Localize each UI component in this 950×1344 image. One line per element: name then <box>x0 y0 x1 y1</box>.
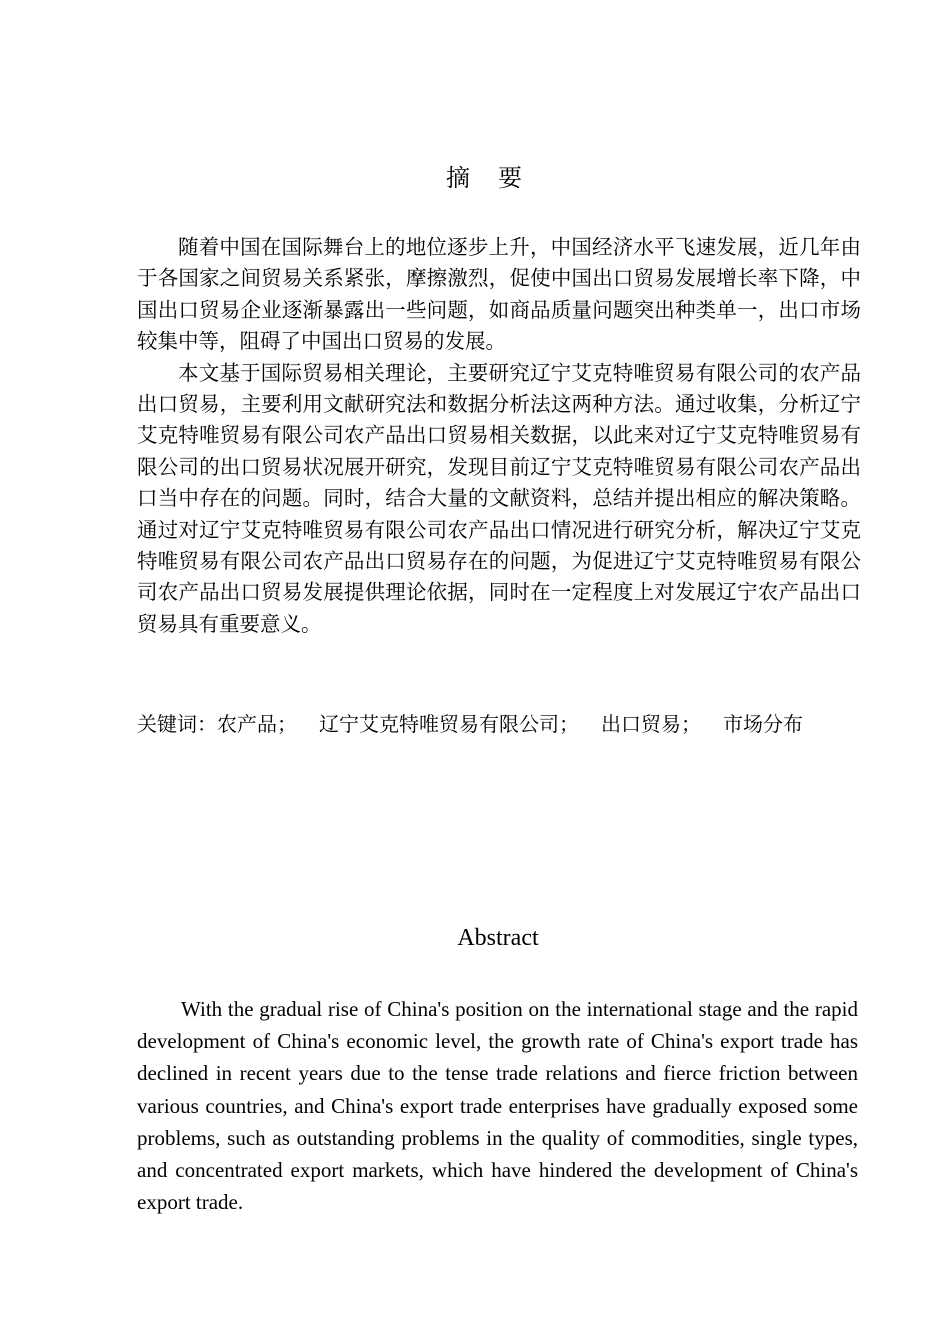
english-abstract-body <box>137 993 858 1218</box>
keyword-item: 出口贸易； <box>601 712 701 736</box>
keywords-label: 关键词： <box>137 712 217 736</box>
chinese-abstract-body <box>137 232 861 640</box>
chinese-abstract-paragraph-1: 随着中国在国际舞台上的地位逐步上升，中国经济水平飞速发展，近几年由于各国家之间贸易关系紧张，摩擦激烈，促使中国出口贸易发展增长率下降，中国出口贸易企业逐渐暴露出一些问题，如商品质量问题突出种类单一，出口市场较集中等，阻碍了中国出口贸易的发展。 <box>137 235 861 354</box>
keyword-item: 辽宁艾克特唯贸易有限公司； <box>319 712 579 736</box>
keywords-line <box>137 708 897 740</box>
chinese-abstract-paragraph-2: 本文基于国际贸易相关理论，主要研究辽宁艾克特唯贸易有限公司的农产品出口贸易，主要利用文献研究法和数据分析法这两种方法。通过收集，分析辽宁艾克特唯贸易有限公司农产品出口贸易相关数据，以此来对辽宁艾克特唯贸易有限公司的出口贸易状况展开研究，发现目前辽宁艾克特唯贸易有限公司农产品出口当中存在的问题。同时，结合大量的文献资料，总结并提出相应的解决策略。通过对辽宁艾克特唯贸易有限公司农产品出口情况进行研究分析，解决辽宁艾克特唯贸易有限公司农产品出口贸易存在的问题，为促进辽宁艾克特唯贸易有限公司农产品出口贸易发展提供理论依据，同时在一定程度上对发展辽宁农产品出口贸易具有重要意义。 <box>137 360 861 636</box>
chinese-abstract-title: 摘要 <box>446 164 550 192</box>
english-abstract-paragraph-1: With the gradual rise of China's position on the international stage and the rapid development of China's economic level, the growth rate of China's export trade has declined in recent years due to the tense trade relations and fierce friction between various countries, and China's export trade enterprises have gradually exposed some problems, such as outstanding problems in the quality of commodities, single types, and concentrated export markets, which have hindered the development of China's export trade. <box>137 997 858 1215</box>
english-abstract-title: Abstract <box>457 925 539 951</box>
keyword-item: 农产品； <box>217 712 297 736</box>
keyword-item: 市场分布 <box>723 712 803 736</box>
